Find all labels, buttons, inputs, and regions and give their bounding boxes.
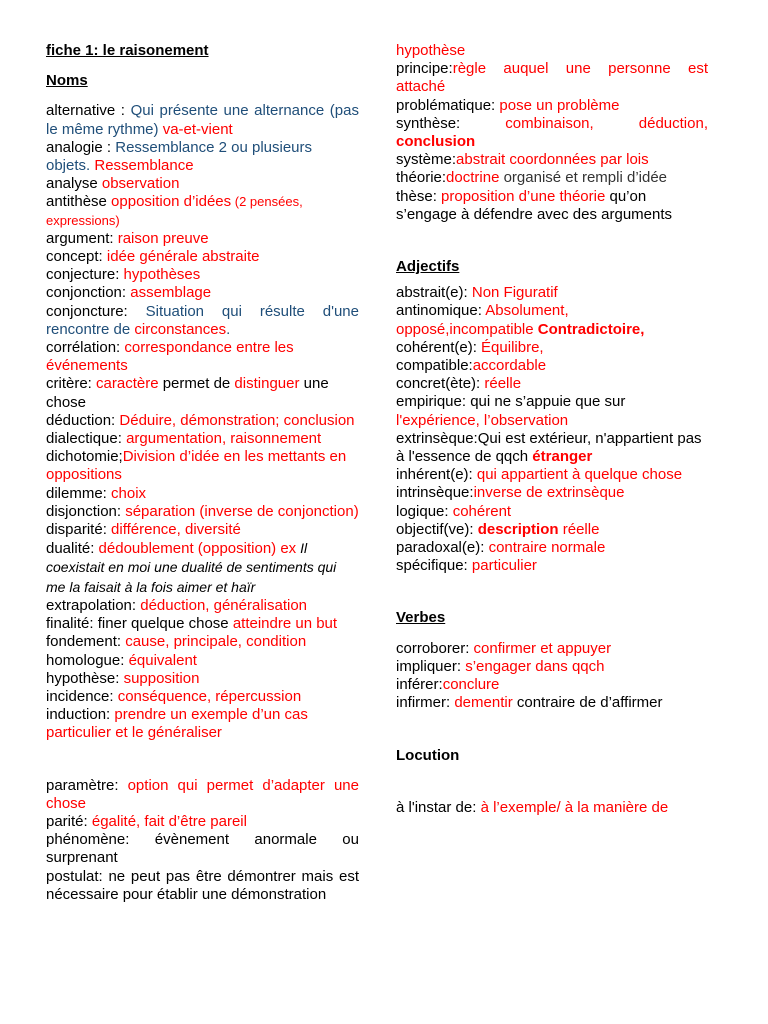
entry-specifique [396,557,708,575]
entry-definition: Déduire, démonstration; conclusion [119,411,355,429]
entry-extra: (2 pensées, expressions) [46,194,303,228]
entry-compatible [396,357,708,375]
entry-mid: permet de [158,375,235,393]
entry-definition: pose un problème [499,96,620,114]
entry-term: dilemme: [46,484,112,502]
entry-term: compatible: [396,357,473,375]
entry-definition: conséquence, répercussion [117,687,302,705]
entry-these [396,188,708,224]
entry-tail: . [226,320,231,338]
entry-term: paradoxal(e): [396,539,489,557]
entry-definition: confirmer et appuyer [473,639,612,657]
entry-finalite [46,615,359,633]
entry-definition: abstrait coordonnées par lois [456,151,649,169]
entry-term: antinomique: [396,302,486,320]
entry-term: disparité: [46,521,112,539]
entry-dichotomie [46,448,359,484]
entry-term: concept: [46,248,107,266]
entry-term: cohérent(e): [396,338,482,356]
entry-term: analyse [46,175,102,193]
right-column [396,42,708,817]
entry-inherent [396,466,708,484]
entry-term: intrinsèque: [396,484,474,502]
left-column [46,42,359,904]
entry-term: thèse: [396,187,442,205]
entry-term: déduction: [46,411,120,429]
entry-dualite [46,539,359,597]
entry-conjecture [46,266,359,284]
entry-term: à l'instar de: [396,798,481,816]
entry-analyse [46,175,359,193]
entry-term: postulat: [46,867,109,885]
entry-definition: Non Figuratif [471,284,558,302]
entry-definition: idée générale abstraite [106,248,260,266]
entry-inferer [396,676,708,694]
entry-definition: opposition d’idées [111,193,232,211]
entry-hypothese [46,670,359,688]
entry-term: infirmer: [396,694,455,712]
entry-tail: une chose [46,375,329,411]
entry-impliquer [396,658,708,676]
entry-conjonction [46,284,359,302]
entry-example: Il coexistait en moi une dualité de sentiments qui me la faisait à la fois aimer et haïr [46,540,337,595]
entry-disjonction [46,503,359,521]
entry-definition: Situation qui résulte d'une rencontre de [46,302,359,338]
entry-term: logique: [396,502,453,520]
entry-term: hypothèse: [46,669,124,687]
entry-pre: qui ne s’appuie que sur [470,393,626,411]
entry-term: dualité: [46,540,99,558]
entry-definition: observation [101,175,180,193]
entry-infirmer [396,694,708,712]
entry-concept [46,248,359,266]
entry-definition: Absolument, opposé,incompatible [396,302,569,338]
entry-concret [396,375,708,393]
entry-synthese [396,115,708,151]
entry-phenomene [46,831,359,867]
entry-definition: atteindre un but [232,615,338,633]
entry-term: conjonction: [46,284,131,302]
entry-definition: correspondance entre les événements [46,339,294,375]
entry-definition: raison preuve [117,229,209,247]
entry-bold: Contradictoire, [533,320,645,338]
entry-analogie [46,139,359,175]
entry-definition: supposition [123,669,200,687]
entry-fondement [46,633,359,651]
entry-definition: assemblage [130,284,212,302]
entry-critere [46,375,359,411]
entry-definition: l'expérience, l’observation [396,411,569,429]
entry-bold: description [477,520,559,538]
entry-extrapolation [46,597,359,615]
entry-definition: caractère [96,375,159,393]
entry-definition: conclure [442,676,500,694]
entry-conjoncture [46,303,359,339]
entry-deduction [46,412,359,430]
entry-tail: contraire de d’affirmer [512,694,663,712]
entry-incidence [46,688,359,706]
entry-definition: règle auquel une personne est attaché [396,60,708,96]
entry-definition: proposition d’une théorie [441,187,606,205]
entry-postulat [46,868,359,904]
entry-definition: séparation (inverse de conjonction) [125,502,359,520]
entry-theorie [396,169,708,187]
entry-coherent [396,339,708,357]
entry-systeme [396,151,708,169]
entry-abstrait [396,284,708,302]
entry-extra: Ressemblance [90,157,194,175]
page-title: fiche 1: le raisonement [46,42,209,59]
section-heading-verbes: Verbes [396,609,446,627]
entry-definition: doctrine [446,169,500,187]
entry-extra: circonstances [130,320,227,338]
entry-definition: Ressemblance 2 ou plusieurs objets. [46,138,313,175]
entry-definition: déduction, généralisation [140,596,308,614]
entry-definition: choix [111,484,147,502]
entry-corroborer [396,640,708,658]
entry-problematique [396,97,708,115]
entry-term: concret(ète): [396,375,485,393]
entry-term: abstrait(e): [396,284,472,302]
entry-parametre [46,777,359,813]
entry-definition: cause, principale, condition [125,633,307,651]
entry-argument [46,230,359,248]
entry-term: phénomène: [46,831,155,849]
entry-term: extrinsèque: [396,429,478,447]
entry-definition: prendre un exemple d’un cas particulier et le généraliser [46,706,308,742]
entry-term: inférer: [396,676,443,694]
entry-objectif [396,521,708,539]
entry-term: critère: [46,375,97,393]
section-heading-adjectifs: Adjectifs [396,258,460,276]
entry-term: dichotomie; [46,448,123,466]
entry-logique [396,503,708,521]
entry-term: induction: [46,706,115,724]
entry-term: synthèse: [396,114,506,132]
entry-parite [46,813,359,831]
entry-tail: qu’on s’engage à défendre avec des arguments [396,187,673,223]
entry-dialectique [46,430,359,448]
entry-pre: Qui est extérieur, n'appartient pas à l'essence de qqch [396,429,702,466]
entry-bold: étranger [532,448,593,466]
section-heading-locution: Locution [396,746,460,764]
entry-pre: finer quelque chose [97,615,233,633]
entry-extra: organisé et rempli d’idée [499,169,668,187]
entry-term: paramètre: [46,776,128,794]
entry-term: conjoncture: [46,302,146,320]
entry-term: argument: [46,229,118,247]
entry-definition: Équilibre, [481,338,544,356]
entry-definition: option qui permet d’adapter une chose [46,776,359,812]
entry-definition: argumentation, raisonnement [126,430,322,448]
entry-bold: conclusion [396,133,476,151]
entry-extra: va-et-vient [158,120,233,138]
entry-intrinseque [396,484,708,502]
entry-term: disjonction: [46,502,126,520]
entry-definition: ne peut pas être démontrer mais est nécessaire pour établir une démonstration [46,867,359,903]
entry-homologue [46,652,359,670]
entry-term: problématique: [396,96,500,114]
entry-definition: cohérent [452,502,512,520]
entry-definition: Division d’idée en les mettants en oppositions [46,448,347,484]
entry-term: extrapolation: [46,596,141,614]
entry-term: impliquer: [396,657,466,675]
entry-definition: évènement anormale ou surprenant [46,831,359,867]
entry-definition: accordable [472,357,547,375]
entry-definition: particulier [471,557,537,575]
entry-term: objectif(ve): [396,520,478,538]
entry-term: spécifique: [396,557,472,575]
entry-term: principe: [396,60,453,78]
entry-empirique [396,393,708,429]
entry-definition: s’engager dans qqch [465,657,605,675]
entry-correlation [46,339,359,375]
entry-definition: contraire normale [488,539,606,557]
entry-term: théorie: [396,169,447,187]
entry-definition: égalité, fait d’être pareil [91,812,247,830]
entry-definition: équivalent [128,651,197,669]
entry-hypothese-cont [396,42,708,60]
entry-definition: réelle [484,375,522,393]
entry-a-l-instar-de [396,799,708,817]
entry-principe [396,60,708,96]
entry-term: finalité: [46,615,98,633]
entry-term: empirique: [396,393,471,411]
entry-term: fondement: [46,633,126,651]
entry-term: parité: [46,812,92,830]
entry-definition: à l’exemple/ à la manière de [480,798,669,816]
entry-term: corroborer: [396,639,474,657]
entry-term: dialectique: [46,430,127,448]
entry-definition: différence, diversité [111,521,241,539]
entry-dilemme [46,485,359,503]
entry-extra: distinguer [234,375,300,393]
entry-definition: réelle [558,520,600,538]
entry-term: conjecture: [46,266,124,284]
entry-paradoxal [396,539,708,557]
entry-definition: combinaison, déduction, [505,114,708,132]
entry-disparite [46,521,359,539]
entry-induction [46,706,359,742]
entry-term: incidence: [46,687,118,705]
entry-term: inhérent(e): [396,466,477,484]
entry-definition: qui appartient à quelque chose [476,466,683,484]
entry-antinomique [396,302,708,338]
entry-alternative [46,102,359,138]
entry-antithese [46,193,359,229]
entry-definition: inverse de extrinsèque [473,484,625,502]
entry-term: système: [396,151,457,169]
entry-term: alternative : [46,102,131,120]
entry-term: analogie : [46,138,116,156]
entry-definition: Qui présente une alternance (pas le même rythme) [46,102,359,138]
entry-definition: dédoublement (opposition) ex [98,540,297,558]
entry-extrinseque [396,430,708,466]
entry-definition: hypothèse [396,42,466,59]
entry-definition: dementir [454,694,513,712]
entry-term: homologue: [46,651,129,669]
entry-term: antithèse [46,193,112,211]
entry-definition: hypothèses [123,266,201,284]
entry-term: corrélation: [46,339,125,357]
section-heading-noms: Noms [46,72,88,90]
